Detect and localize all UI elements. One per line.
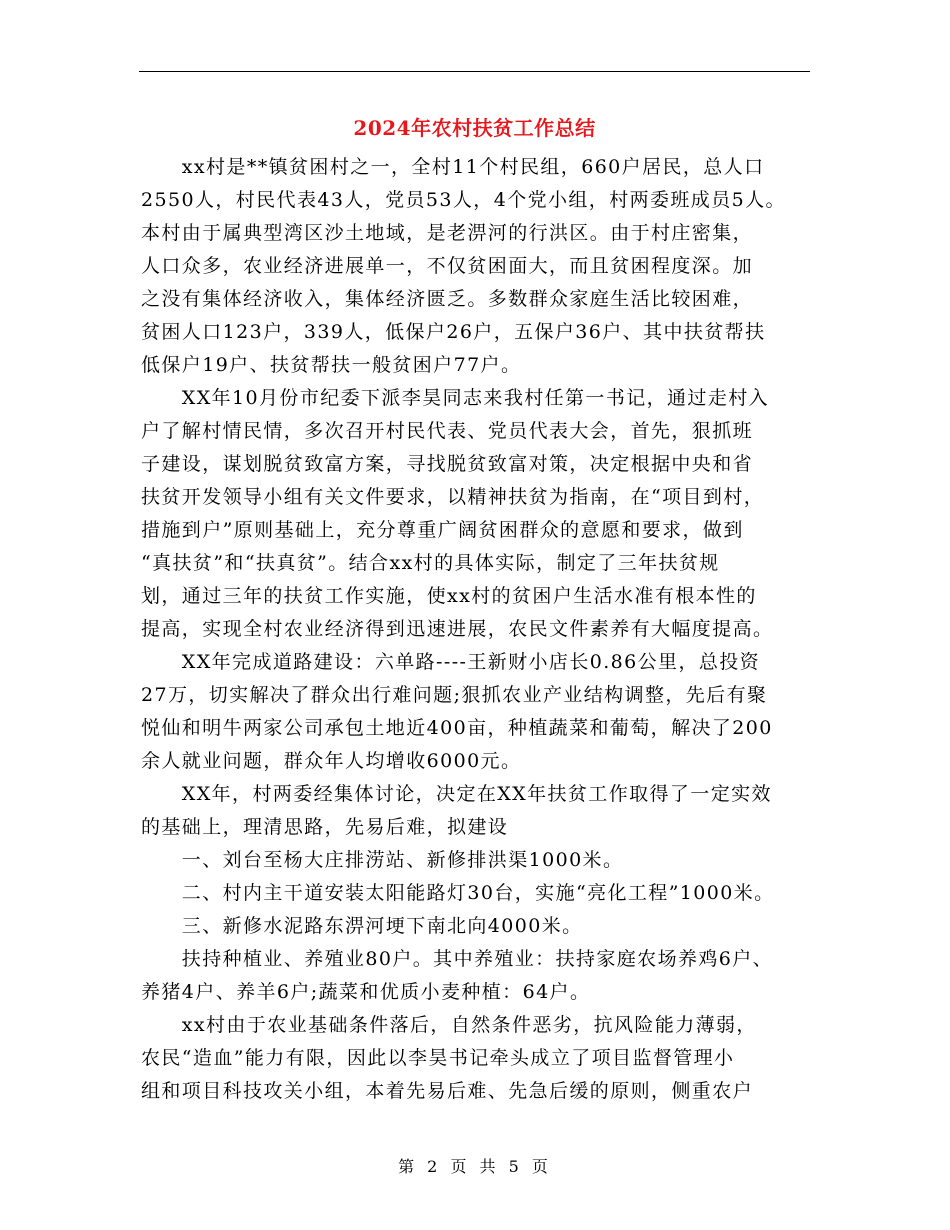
body-line-2: 2550人，村民代表43人，党员53人，4个党小组，村两委班成员5人。 [141,189,786,211]
body-line-4: 人口众多，农业经济进展单一，不仅贫困面大，而且贫困程度深。加 [141,255,754,277]
body-line-16: XX年完成道路建设：六单路----王新财小店长0.86公里，总投资 [141,651,761,673]
body-line-13: “真扶贫”和“扶真贫”。结合xx村的具体实际，制定了三年扶贫规 [141,552,720,574]
body-line-21: 的基础上，理清思路，先易后难，拟建设 [141,816,509,838]
body-line-3: 本村由于属典型湾区沙土地域，是老淠河的行洪区。由于村庄密集， [141,222,754,244]
body-line-29: 组和项目科技攻关小组，本着先易后难、先急后缓的原则，侧重农户 [141,1080,754,1102]
body-line-17: 27万，切实解决了群众出行难问题;狠抓农业产业结构调整，先后有聚 [141,684,768,706]
body-line-25: 扶持种植业、养殖业80户。其中养殖业：扶持家庭农场养鸡6户、 [141,948,774,970]
body-line-8: XX年10月份市纪委下派李昊同志来我村任第一书记，通过走村入 [141,387,770,409]
body-line-1: xx村是**镇贫困村之一，全村11个村民组，660户居民，总人口 [141,156,765,178]
body-line-15: 提高，实现全村农业经济得到迅速进展，农民文件素养有大幅度提高。 [141,618,774,640]
body-line-28: 农民“造血”能力有限，因此以李昊书记牵头成立了项目监督管理小 [141,1047,735,1069]
header-rule [139,71,810,72]
body-line-7: 低保户19户、扶贫帮扶一般贫困户77户。 [141,354,522,376]
body-line-6: 贫困人口123户，339人，低保户26户，五保户36户、其中扶贫帮扶 [141,321,766,343]
body-line-20: XX年，村两委经集体讨论，决定在XX年扶贫工作取得了一定实效 [141,783,772,805]
body-line-27: xx村由于农业基础条件落后，自然条件恶劣，抗风险能力薄弱， [141,1014,757,1036]
body-line-18: 悦仙和明牛两家公司承包土地近400亩，种植蔬菜和葡萄，解决了200 [141,717,773,739]
body-line-23: 二、村内主干道安装太阳能路灯30台，实施“亮化工程”1000米。 [141,882,775,904]
page-number-footer: 第 2 页 共 5 页 [398,1157,552,1176]
body-line-9: 户了解村情民情，多次召开村民代表、党员代表大会，首先，狠抓班 [141,420,754,442]
body-line-26: 养猪4户、养羊6户;蔬菜和优质小麦种植：64户。 [141,981,591,1003]
body-line-10: 子建设，谋划脱贫致富方案，寻找脱贫致富对策，决定根据中央和省 [141,453,754,475]
body-line-5: 之没有集体经济收入，集体经济匮乏。多数群众家庭生活比较困难， [141,288,754,310]
body-line-19: 余人就业问题，群众年人均增收6000元。 [141,750,522,772]
body-line-11: 扶贫开发领导小组有关文件要求，以精神扶贫为指南，在“项目到村， [141,486,765,508]
body-line-12: 措施到户”原则基础上，充分尊重广阔贫困群众的意愿和要求，做到 [141,519,744,541]
body-line-14: 划，通过三年的扶贫工作实施，使xx村的贫困户生活水准有根本性的 [141,585,757,607]
body-line-22: 一、刘台至杨大庄排涝站、新修排洪渠1000米。 [141,849,624,871]
document-title: 2024年农村扶贫工作总结 [353,116,596,140]
body-line-24: 三、新修水泥路东淠河埂下南北向4000米。 [141,915,583,937]
